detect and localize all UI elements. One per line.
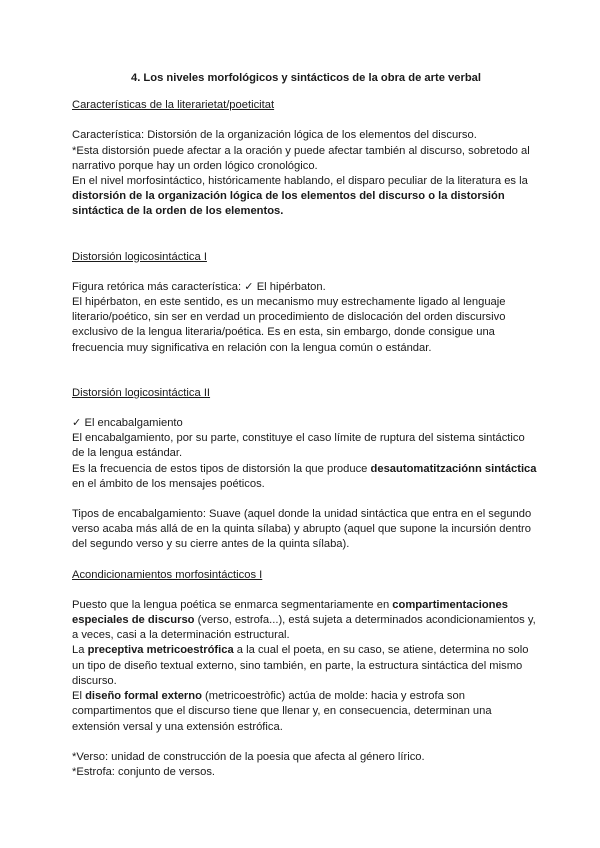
paragraph (72, 598, 540, 644)
paragraph-text: (metricoestròfic) actúa de molde: hacia y estrofa son compartimentos que el discurso tiene que llenar y, en consecuencia, determinan una extensión versal y una extensión estrófica. (72, 690, 492, 733)
page-title: 4. Los niveles morfológicos y sintácticos de la obra de arte verbal (130, 72, 482, 84)
paragraph-text: (verso, estrofa...), está sujeta a determinados acondicionamientos y, a veces, casi a la determinación estructural. (72, 614, 536, 642)
paragraph-text: El (72, 690, 86, 703)
section-heading-distorsion-1: Distorsión logicosintáctica I (72, 250, 207, 263)
paragraph: El hipérbaton, en este sentido, es un mecanismo muy estrechamente ligado al lenguaje literario/poético, sin ser en verdad un procedimiento de dislocación del orden discursivo exclusivo de la lengua literaria/poética. Es en esta, sin embargo, donde consigue una frecuencia muy significativa en relación con la lengua común o estándar. (72, 296, 506, 354)
paragraph (72, 174, 540, 220)
paragraph: Tipos de encabalgamiento: Suave (aquel donde la unidad sintáctica que entra en el segundo verso acaba más allá de en la quinta sílaba) y abrupto (aquel que supone la incursión dentro del segundo verso y su cierre antes de la quinta sílaba). (72, 508, 532, 551)
paragraph-text: a la cual el poeta, en su caso, se atiene, determina no solo un tipo de diseño textual externo, sino también, en parte, la estructura sintáctica del mismo discurso. (72, 644, 529, 687)
paragraph-text: Puesto que la lengua poética se enmarca segmentariamente en (72, 598, 393, 611)
paragraph-bold-text: diseño formal externo (85, 690, 202, 703)
paragraph (72, 689, 540, 735)
paragraph: ✓ El encabalgamiento (72, 417, 183, 430)
section-heading-acondicionamientos: Acondicionamientos morfosintácticos I (72, 568, 263, 581)
footnote-verso: *Verso: unidad de construcción de la poesia que afecta al género lírico. (72, 750, 425, 763)
paragraph: Característica: Distorsión de la organización lógica de los elementos del discurso. (72, 129, 477, 142)
paragraph-text: en el ámbito de los mensajes poéticos. (72, 477, 265, 490)
paragraph (72, 462, 540, 492)
paragraph-text: Es la frecuencia de estos tipos de distorsión la que produce (72, 462, 371, 475)
paragraph: Figura retórica más característica: ✓ El hipérbaton. (72, 280, 326, 293)
paragraph: *Esta distorsión puede afectar a la oración y puede afectar también al discurso, sobretodo al narrativo porque hay un orden lógico cronológico. (72, 144, 530, 172)
paragraph-bold-text: desautomatitzaciónn sintáctica (370, 462, 537, 475)
paragraph-text: En el nivel morfosintáctico, históricamente hablando, el disparo peculiar de la literatura es la (72, 175, 528, 188)
paragraph-bold-text: compartimentaciones especiales de discurso (72, 598, 508, 627)
paragraph: El encabalgamiento, por su parte, constituye el caso límite de ruptura del sistema sintáctico de la lengua estándar. (72, 432, 525, 460)
paragraph-text: La (72, 644, 88, 657)
footnote-estrofa: *Estrofa: conjunto de versos. (72, 765, 216, 778)
paragraph-bold-text: distorsión de la organización lógica de los elementos del discurso o la distorsión sintáctica de la orden de los elementos. (72, 190, 505, 218)
section-heading-distorsion-2: Distorsión logicosintáctica II (72, 386, 211, 399)
paragraph-bold-text: preceptiva metricoestrófica (87, 644, 234, 657)
section-heading-literarietat: Características de la literarietat/poeticitat (72, 99, 275, 112)
paragraph (72, 643, 540, 689)
